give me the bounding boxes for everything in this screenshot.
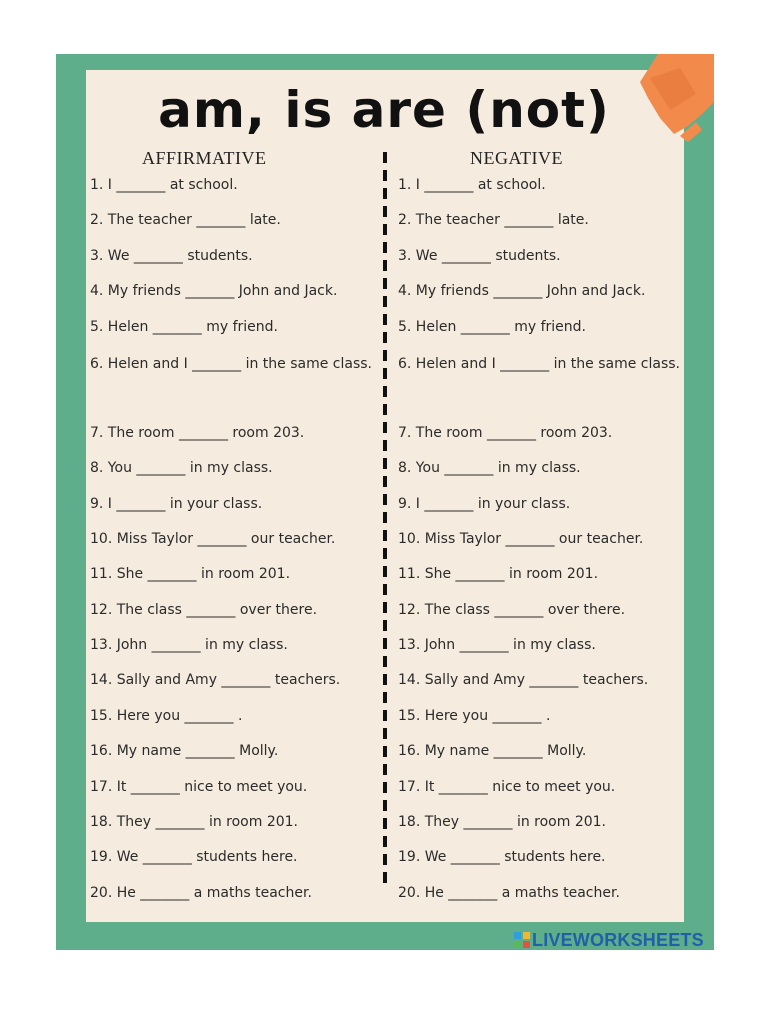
exercise-item[interactable]: 15. Here you _______ . bbox=[398, 707, 551, 724]
exercise-item[interactable]: 9. I _______ in your class. bbox=[90, 495, 263, 512]
exercise-item[interactable]: 17. It _______ nice to meet you. bbox=[90, 778, 308, 795]
exercise-item[interactable]: 9. I _______ in your class. bbox=[398, 495, 571, 512]
exercise-item[interactable]: 14. Sally and Amy _______ teachers. bbox=[90, 672, 341, 689]
exercise-item[interactable]: 6. Helen and I _______ in the same class. bbox=[398, 355, 681, 372]
exercise-item[interactable]: 2. The teacher _______ late. bbox=[90, 212, 281, 229]
exercise-item[interactable]: 4. My friends _______ John and Jack. bbox=[90, 283, 338, 300]
exercise-item[interactable]: 17. It _______ nice to meet you. bbox=[398, 778, 616, 795]
exercise-item[interactable]: 10. Miss Taylor _______ our teacher. bbox=[90, 530, 336, 547]
exercise-item[interactable]: 1. I _______ at school. bbox=[90, 177, 238, 193]
exercise-item[interactable]: 19. We _______ students here. bbox=[90, 849, 298, 866]
exercise-item[interactable]: 6. Helen and I _______ in the same class. bbox=[90, 355, 373, 372]
exercise-item[interactable]: 11. She _______ in room 201. bbox=[90, 566, 291, 583]
exercise-item[interactable]: 7. The room _______ room 203. bbox=[90, 424, 305, 441]
exercise-item[interactable]: 11. She _______ in room 201. bbox=[398, 566, 599, 583]
exercise-item[interactable]: 13. John _______ in my class. bbox=[398, 637, 596, 654]
exercise-item[interactable]: 4. My friends _______ John and Jack. bbox=[398, 283, 646, 300]
exercise-item[interactable]: 20. He _______ a maths teacher. bbox=[398, 884, 620, 901]
exercise-item[interactable]: 8. You _______ in my class. bbox=[90, 460, 273, 477]
liveworksheets-logo-icon bbox=[514, 932, 530, 948]
negative-heading: NEGATIVE bbox=[470, 148, 563, 168]
exercise-item[interactable]: 16. My name _______ Molly. bbox=[90, 743, 279, 760]
page-title: am, is are (not) bbox=[158, 81, 610, 139]
exercise-item[interactable]: 1. I _______ at school. bbox=[398, 177, 546, 193]
liveworksheets-footer[interactable] bbox=[514, 929, 704, 951]
exercise-item[interactable]: 2. The teacher _______ late. bbox=[398, 212, 589, 229]
exercise-item[interactable]: 12. The class _______ over there. bbox=[90, 601, 318, 618]
exercise-item[interactable]: 19. We _______ students here. bbox=[398, 849, 606, 866]
exercise-item[interactable]: 18. They _______ in room 201. bbox=[90, 814, 298, 831]
exercise-item[interactable]: 18. They _______ in room 201. bbox=[398, 814, 606, 831]
negative-column bbox=[398, 170, 682, 913]
exercise-item[interactable]: 3. We _______ students. bbox=[398, 247, 561, 264]
affirmative-heading: AFFIRMATIVE bbox=[142, 148, 267, 168]
exercise-item[interactable]: 16. My name _______ Molly. bbox=[398, 743, 587, 760]
exercise-item[interactable]: 10. Miss Taylor _______ our teacher. bbox=[398, 530, 644, 547]
exercise-item[interactable]: 20. He _______ a maths teacher. bbox=[90, 884, 312, 901]
exercise-item[interactable]: 12. The class _______ over there. bbox=[398, 601, 626, 618]
exercise-item[interactable]: 7. The room _______ room 203. bbox=[398, 424, 613, 441]
footer-brand: LIVEWORKSHEETS bbox=[532, 929, 704, 950]
dashed-column-divider bbox=[383, 152, 387, 890]
exercise-item[interactable]: 5. Helen _______ my friend. bbox=[398, 318, 586, 335]
exercise-item[interactable]: 14. Sally and Amy _______ teachers. bbox=[398, 672, 649, 689]
exercise-item[interactable]: 3. We _______ students. bbox=[90, 247, 253, 264]
affirmative-column bbox=[90, 170, 374, 913]
exercise-item[interactable]: 15. Here you _______ . bbox=[90, 707, 243, 724]
exercise-item[interactable]: 5. Helen _______ my friend. bbox=[90, 318, 278, 335]
exercise-item[interactable]: 13. John _______ in my class. bbox=[90, 637, 288, 654]
exercise-item[interactable]: 8. You _______ in my class. bbox=[398, 460, 581, 477]
